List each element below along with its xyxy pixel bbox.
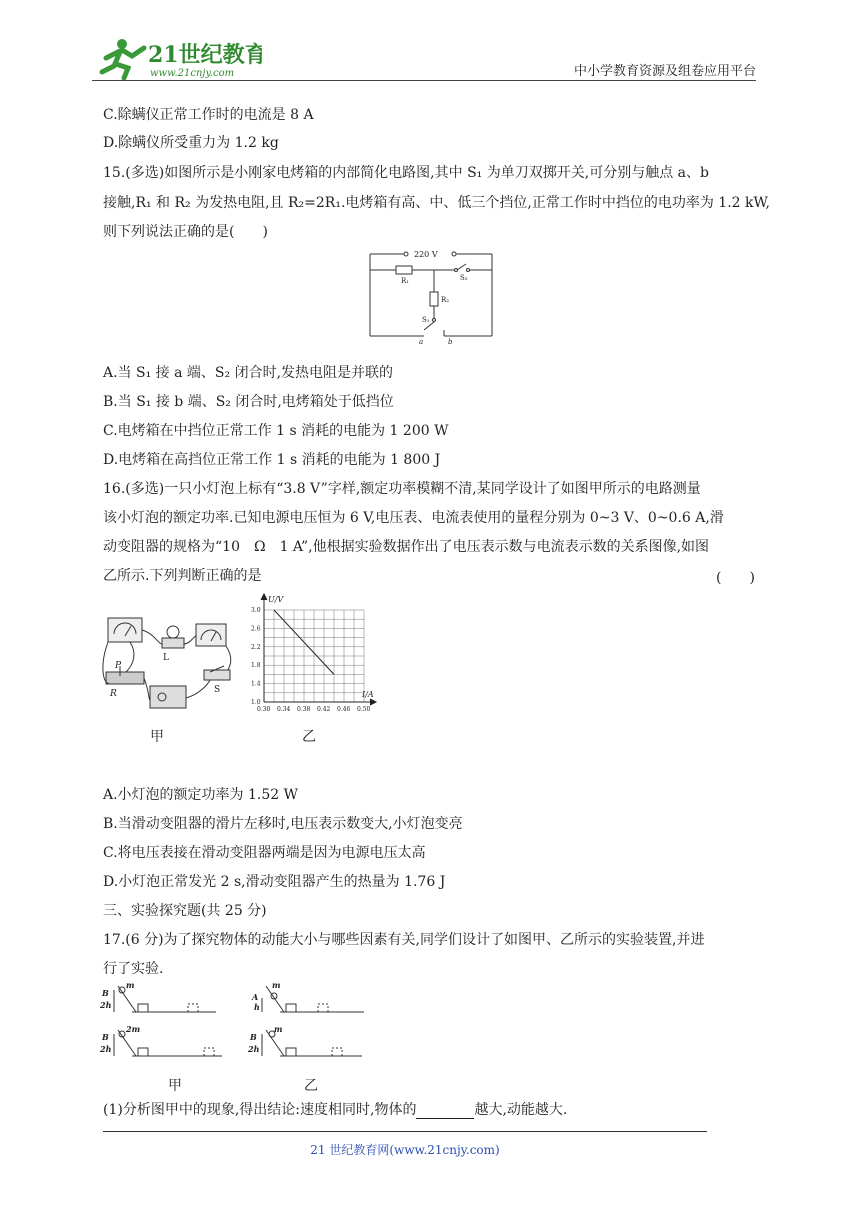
q16-option-b: B.当滑动变阻器的滑片左移时,电压表示数变大,小灯泡变亮 [103,816,463,832]
y-tick-label: 3.0 [251,607,261,614]
circuit-r1-label: R₁ [401,277,410,285]
q15-option-b: B.当 S₁ 接 b 端、S₂ 闭合时,电烤箱处于低挡位 [103,394,394,410]
fig-jia1-h-label: 2h [100,1000,112,1010]
q15-stem-line1: 15.(多选)如图所示是小刚家电烤箱的内部简化电路图,其中 S₁ 为单刀双掷开关,可分别与触点 a、b [103,165,709,181]
graph-grid [264,610,364,702]
q14-option-c: C.除螨仪正常工作时的电流是 8 A [103,107,314,123]
q15-option-d: D.电烤箱在高挡位正常工作 1 s 消耗的电能为 1 800 J [103,452,441,468]
q17-sub1 [103,1101,567,1119]
circuit-s2-label: S₂ [460,274,468,282]
x-tick-label: 0.38 [297,706,311,713]
graph-y-label: U/V [268,595,284,604]
x-tick-label: 0.30 [257,706,271,713]
fig-yi2-h-label: 2h [248,1044,260,1054]
circuit-b-label: b [448,338,453,346]
q15-stem-line2: 接触,R₁ 和 R₂ 为发热电阻,且 R₂=2R₁.电烤箱有高、中、低三个挡位,正常工作时中挡位的电功率为 1.2 kW, [103,195,770,211]
q16-fig-jia-caption: 甲 [150,729,164,745]
footer-text: 21 世纪教育网(www.21cnjy.com) [310,1143,500,1157]
q16-fig-yi-caption: 乙 [302,729,316,745]
fig-yi1-m-label: m [272,980,281,990]
y-tick-label: 2.2 [251,643,261,651]
q16-stem-line2: 该小灯泡的额定功率.已知电源电压恒为 6 V,电压表、电流表使用的量程分别为 0~3 V、0~0.6 A,滑 [103,510,724,526]
apparatus-slider-label: P [115,661,122,671]
y-tick-label: 2.6 [251,625,261,633]
q16-ui-graph [244,590,394,718]
circuit-s1-label: S₁ [422,316,430,324]
graph-axes [261,594,376,705]
fig-jia1-b-label: B [102,988,109,998]
apparatus-lamp-label: L [163,653,169,663]
q16-circuit-apparatus [100,614,235,712]
q16-option-c: C.将电压表接在滑动变阻器两端是因为电源电压太高 [103,845,426,861]
q16-option-d: D.小灯泡正常发光 2 s,滑动变阻器产生的热量为 1.76 J [103,874,446,890]
q15-circuit-diagram [364,246,498,346]
q17-stem-line2: 行了实验. [103,961,164,977]
fig-yi1-h-label: h [254,1002,260,1012]
logo-text: 21世纪教育 [148,42,262,68]
fig-yi2-b-label: B [250,1032,257,1042]
logo-url: www.21cnjy.com [150,68,235,79]
q17-fig-yi-caption: 乙 [304,1078,318,1094]
q17-stem-line1: 17.(6 分)为了探究物体的动能大小与哪些因素有关,同学们设计了如图甲、乙所示的实验装置,并进 [103,932,705,948]
x-tick-label: 0.34 [277,706,291,713]
q16-option-a: A.小灯泡的额定功率为 1.52 W [103,787,299,803]
q16-stem-line3: 动变阻器的规格为“10 Ω 1 A”,他根据实验数据作出了电压表示数与电流表示数的关系图像,如图 [103,539,710,555]
q17-experiment-figures [96,980,386,1070]
q17-sub1-prefix: (1)分析图甲中的现象,得出结论:速度相同时,物体的 [103,1102,417,1118]
platform-name: 中小学教育资源及组卷应用平台 [573,64,756,79]
apparatus-resistor-label: R [110,689,117,699]
y-tick-label: 1.4 [251,680,261,688]
fig-jia1-m-label: m [126,980,135,990]
section-title: 三、实验探究题(共 25 分) [103,903,267,919]
graph-x-label: I/A [362,690,374,699]
circuit-r2-label: R₂ [441,296,450,304]
q16-stem-line1: 16.(多选)一只小灯泡上标有“3.8 V”字样,额定功率模糊不清,某同学设计了如图甲所示的电路测量 [103,481,701,497]
fig-yi2-m-label: m [274,1024,283,1034]
footer-divider [103,1131,707,1132]
q15-stem-line3: 则下列说法正确的是( ) [103,224,268,240]
q15-option-c: C.电烤箱在中挡位正常工作 1 s 消耗的电能为 1 200 W [103,423,449,439]
fig-jia2-b-label: B [102,1032,109,1042]
circuit-voltage-label: 220 V [414,250,438,259]
y-tick-label: 1.8 [251,662,261,670]
x-tick-label: 0.50 [357,706,371,713]
q16-stem-line4: 乙所示.下列判断正确的是 [103,568,262,584]
fig-jia2-h-label: 2h [100,1044,112,1054]
q16-answer-paren: ( ) [716,570,755,586]
graph-ticks [251,607,371,713]
q15-option-a: A.当 S₁ 接 a 端、S₂ 闭合时,发热电阻是并联的 [103,365,394,381]
circuit-a-label: a [419,338,424,346]
x-tick-label: 0.42 [317,706,331,713]
q17-sub1-blank[interactable] [416,1104,474,1119]
site-logo [92,36,262,82]
q17-sub1-suffix: 越大,动能越大. [474,1102,568,1118]
runner-logo-icon [102,39,144,78]
x-tick-label: 0.46 [337,706,351,713]
header-divider [92,80,756,81]
q14-option-d: D.除螨仪所受重力为 1.2 kg [103,135,279,151]
q17-fig-jia-caption: 甲 [168,1078,182,1094]
apparatus-switch-label: S [214,685,221,695]
y-tick-label: 1.0 [251,699,261,706]
fig-yi1-a-label: A [252,992,259,1002]
fig-jia2-m-label: 2m [126,1024,141,1034]
